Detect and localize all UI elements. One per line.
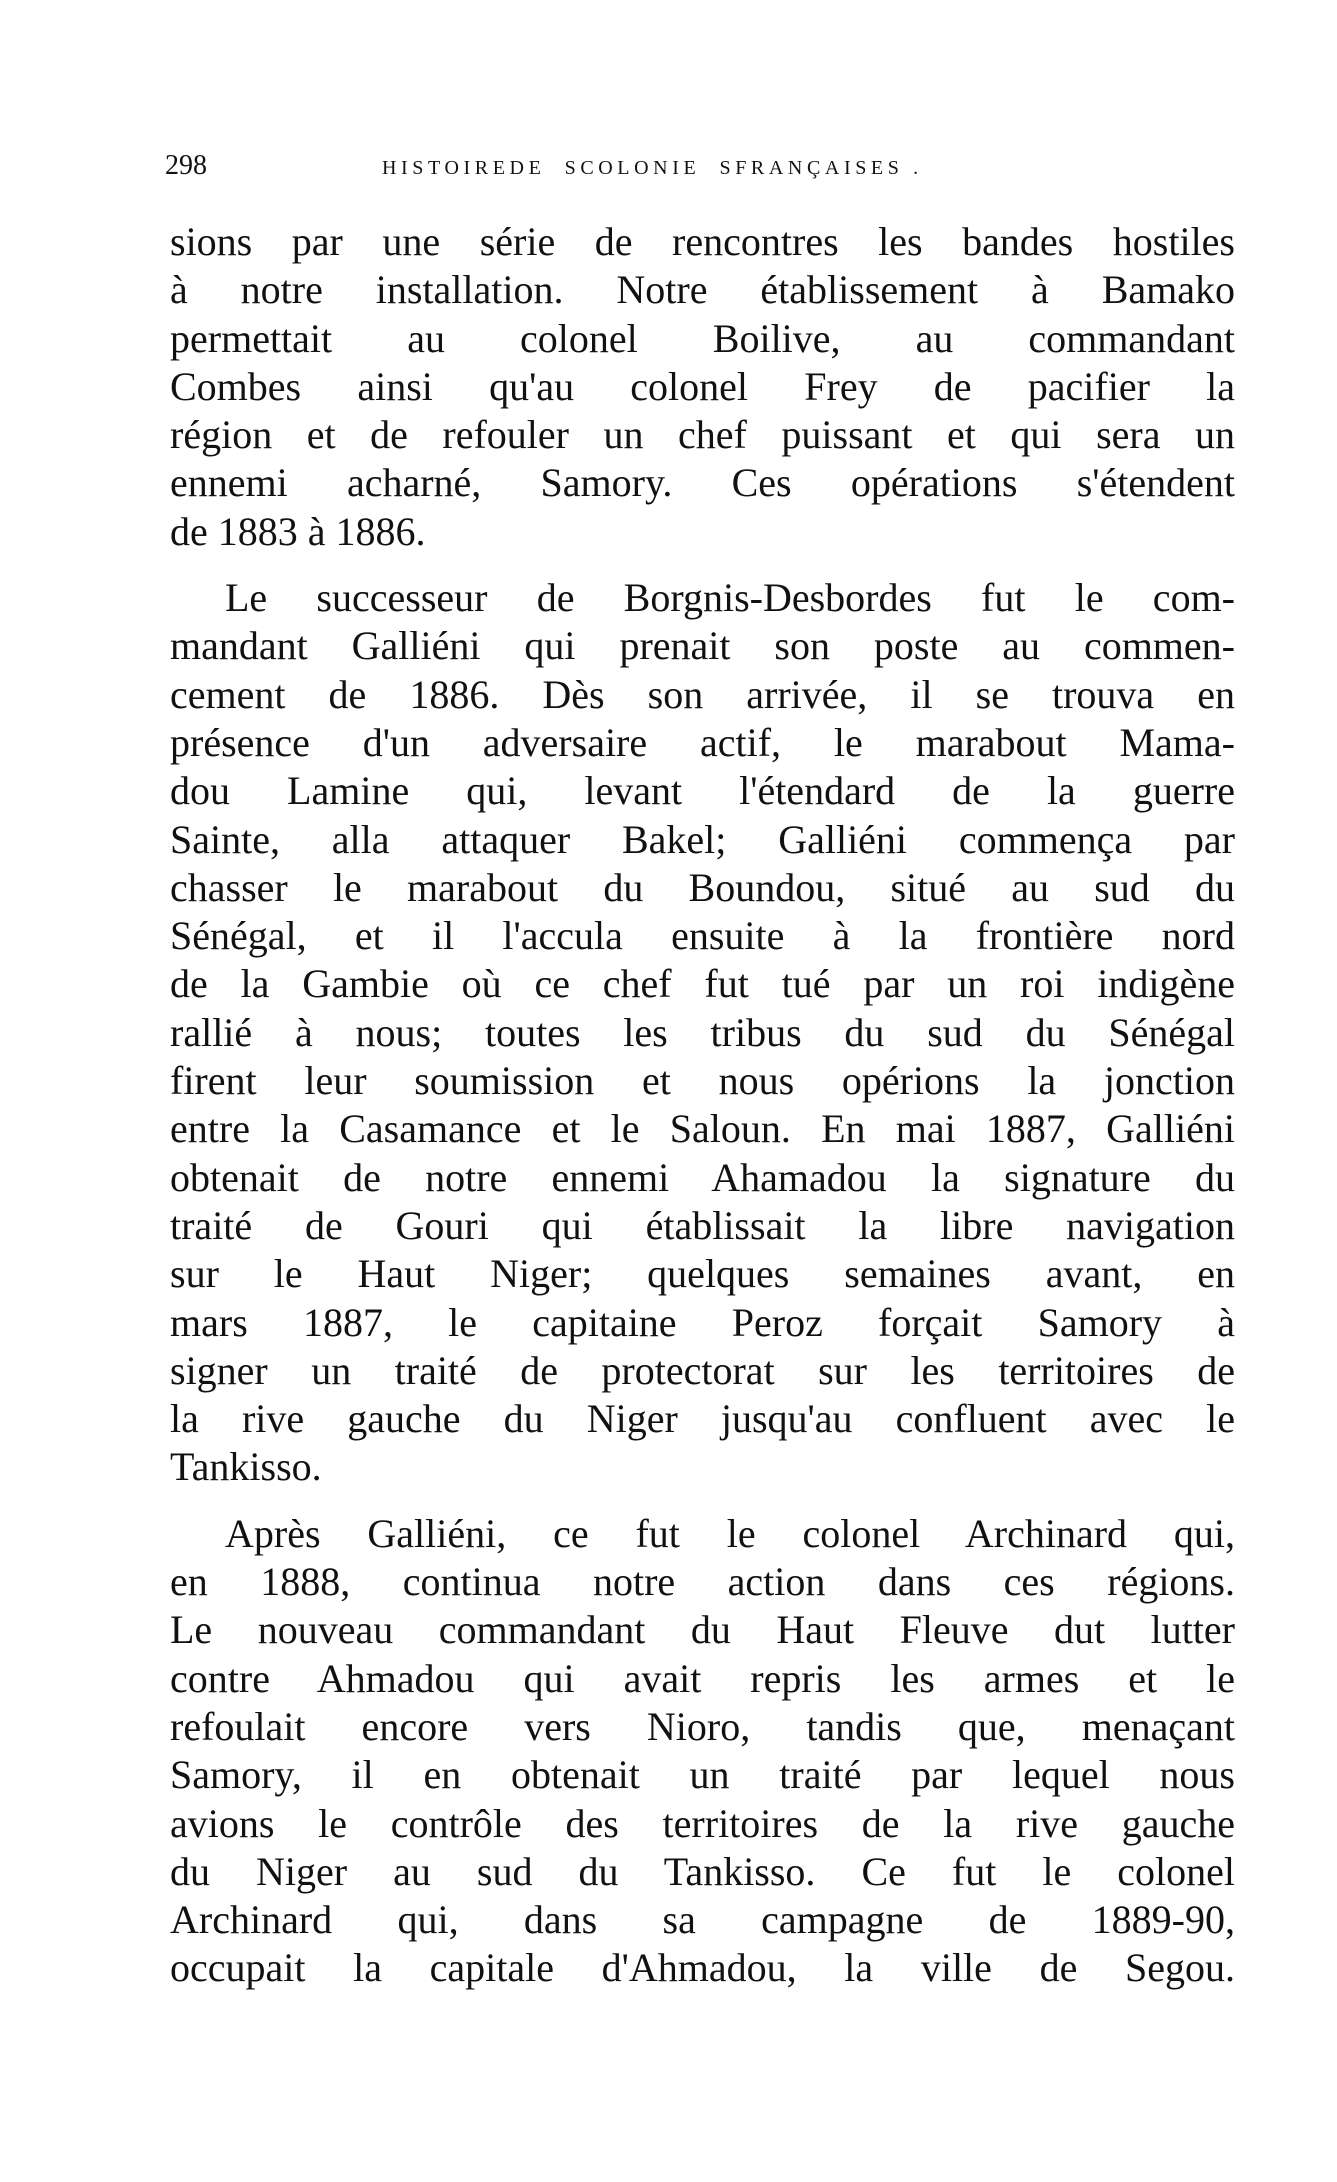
paragraph-gap bbox=[170, 1492, 1235, 1510]
paragraph bbox=[170, 218, 1235, 556]
text-line: occupait la capitale d'Ahmadou, la ville de Segou. bbox=[170, 1945, 1235, 1991]
text-line: en 1888, continua notre action dans ces régions. bbox=[170, 1559, 1235, 1605]
running-title: HISTOIREDE SCOLONIE SFRANÇAISES . bbox=[382, 157, 923, 179]
text-line: signer un traité de protectorat sur les territoires de bbox=[170, 1347, 1235, 1393]
text-line: Après Galliéni, ce fut le colonel Archinard qui, bbox=[225, 1510, 1235, 1556]
text-line: présence d'un adversaire actif, le marabout Mama- bbox=[170, 719, 1235, 765]
text-line: entre la Casamance et le Saloun. En mai 1887, Galliéni bbox=[170, 1106, 1235, 1152]
text-line: Combes ainsi qu'au colonel Frey de pacifier la bbox=[170, 363, 1235, 409]
text-line: refoulait encore vers Nioro, tandis que, menaçant bbox=[170, 1703, 1235, 1749]
paragraph bbox=[170, 574, 1235, 1492]
text-line: avions le contrôle des territoires de la rive gauche bbox=[170, 1800, 1235, 1846]
text-line: obtenait de notre ennemi Ahamadou la signature du bbox=[170, 1154, 1235, 1200]
paragraph bbox=[170, 1510, 1235, 1993]
text-line: la rive gauche du Niger jusqu'au confluent avec le bbox=[170, 1396, 1235, 1442]
text-line: du Niger au sud du Tankisso. Ce fut le colonel bbox=[170, 1848, 1235, 1894]
text-line: chasser le marabout du Boundou, situé au sud du bbox=[170, 864, 1235, 910]
text-line: permettait au colonel Boilive, au commandant bbox=[170, 315, 1235, 361]
text-line: sions par une série de rencontres les bandes hostiles bbox=[170, 219, 1235, 264]
text-line: région et de refouler un chef puissant et qui sera un bbox=[170, 412, 1235, 458]
paragraph-gap bbox=[170, 556, 1235, 574]
text-line: à notre installation. Notre établissement à Bamako bbox=[170, 267, 1235, 313]
text-line: Sénégal, et il l'accula ensuite à la frontière nord bbox=[170, 913, 1235, 959]
text-line: ennemi acharné, Samory. Ces opérations s'étendent bbox=[170, 460, 1235, 506]
page-number: 298 bbox=[165, 150, 207, 181]
text-line: contre Ahmadou qui avait repris les armes et le bbox=[170, 1655, 1235, 1701]
text-line: Tankisso. bbox=[170, 1444, 322, 1490]
text-line: Le nouveau commandant du Haut Fleuve dut lutter bbox=[170, 1607, 1235, 1653]
text-line: Archinard qui, dans sa campagne de 1889-90, bbox=[170, 1897, 1235, 1943]
text-line: mandant Galliéni qui prenait son poste au commen- bbox=[170, 623, 1235, 669]
text-line: sur le Haut Niger; quelques semaines avant, en bbox=[170, 1251, 1235, 1297]
text-line: Le successeur de Borgnis-Desbordes fut le com- bbox=[225, 575, 1235, 621]
text-line: mars 1887, le capitaine Peroz forçait Samory à bbox=[170, 1299, 1235, 1345]
text-line: traité de Gouri qui établissait la libre navigation bbox=[170, 1202, 1235, 1248]
text-line: de 1883 à 1886. bbox=[170, 508, 426, 554]
text-line: firent leur soumission et nous opérions la jonction bbox=[170, 1058, 1235, 1104]
text-line: de la Gambie où ce chef fut tué par un roi indigène bbox=[170, 961, 1235, 1007]
text-line: Sainte, alla attaquer Bakel; Galliéni commença par bbox=[170, 816, 1235, 862]
text-line: Samory, il en obtenait un traité par lequel nous bbox=[170, 1752, 1235, 1798]
text-line: rallié à nous; toutes les tribus du sud du Sénégal bbox=[170, 1009, 1235, 1055]
running-head bbox=[165, 146, 1025, 186]
body-text bbox=[170, 218, 1235, 1993]
text-line: dou Lamine qui, levant l'étendard de la guerre bbox=[170, 768, 1235, 814]
text-line: cement de 1886. Dès son arrivée, il se trouva en bbox=[170, 671, 1235, 717]
